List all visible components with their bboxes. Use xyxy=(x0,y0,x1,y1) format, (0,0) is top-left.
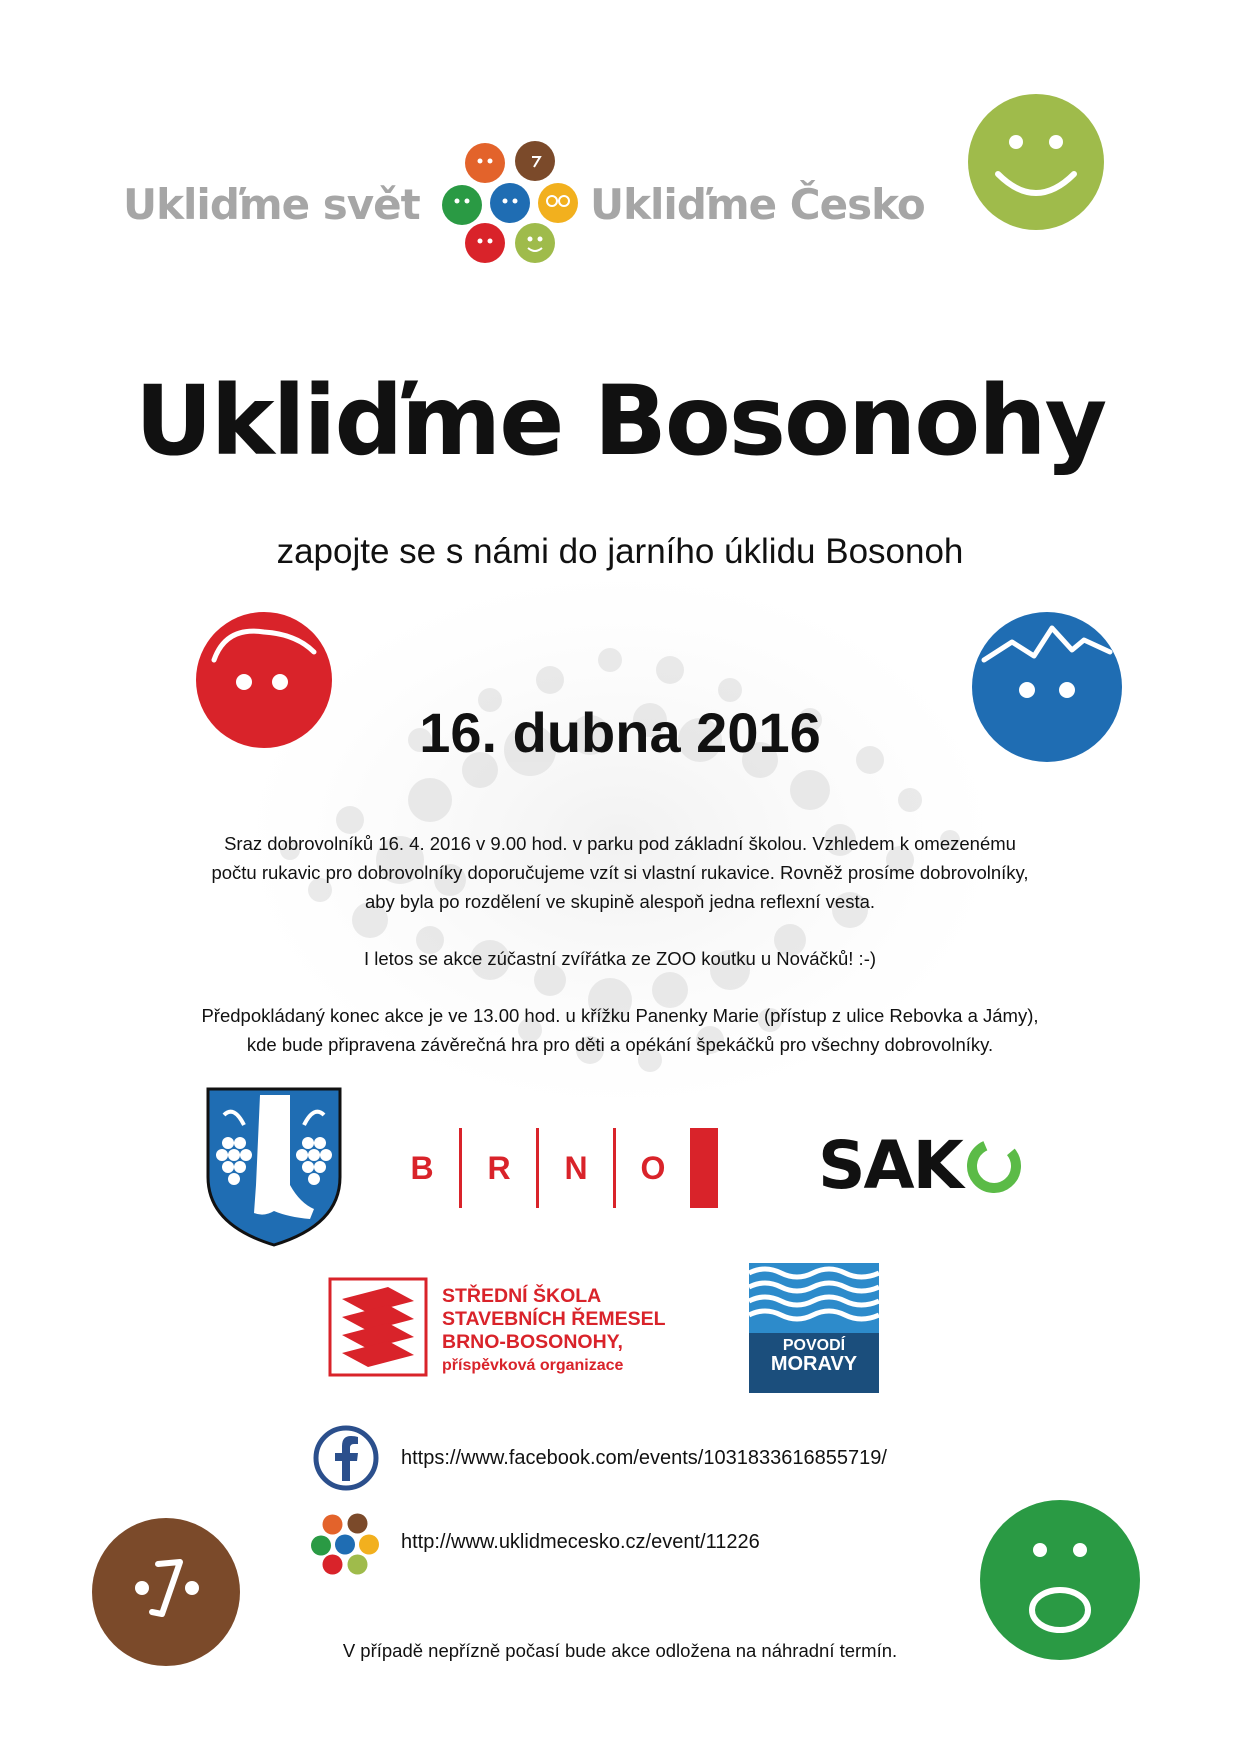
brno-logo xyxy=(385,1128,718,1208)
uklidme-cesko-logo-icon xyxy=(440,135,580,265)
povodi-moravy-logo xyxy=(749,1263,879,1393)
uklidme-small-logo-icon xyxy=(310,1510,380,1576)
uklidme-event-link[interactable]: http://www.uklidmecesko.cz/event/11226 xyxy=(401,1531,760,1553)
povodi-line-1: POVODÍ xyxy=(782,1337,846,1354)
waves-icon xyxy=(749,1263,879,1333)
brno-letter-b: B xyxy=(410,1149,434,1186)
school-line-1: STŘEDNÍ ŠKOLA xyxy=(442,1285,602,1307)
meeting-line-3: aby byla po rozdělení ve skupině alespoň jedna reflexní vesta. xyxy=(364,891,876,912)
brno-letter-r: R xyxy=(487,1149,511,1186)
zoo-line: I letos se akce zúčastní zvířátka ze ZOO koutku u Nováčků! :-) xyxy=(363,948,877,969)
end-line-1: Předpokládaný konec akce je ve 13.00 hod. u křížku Panenky Marie (přístup z ulice Rebovka a Jámy), xyxy=(201,1005,1039,1026)
header-left-text: Ukliďme svět xyxy=(123,180,420,229)
end-line-2: kde bude připravena závěrečná hra pro děti a opékání špekáčků pro všechny dobrovolníky. xyxy=(246,1034,994,1055)
school-line-4: příspěvková organizace xyxy=(442,1357,624,1374)
green-smiley-icon xyxy=(968,94,1104,230)
sako-ring-icon xyxy=(964,1136,1024,1196)
sako-logo xyxy=(818,1127,1024,1204)
school-line-2: STAVEBNÍCH ŘEMESEL xyxy=(442,1308,666,1330)
weather-notice: V případě nepřízně počasí bude akce odložena na náhradní termín. xyxy=(342,1640,898,1661)
bosonohy-coat-of-arms-icon xyxy=(204,1085,344,1249)
school-logo xyxy=(328,1277,666,1377)
meeting-paragraph xyxy=(140,829,1100,916)
header-right-text: Ukliďme Česko xyxy=(590,180,925,229)
end-paragraph xyxy=(140,1001,1100,1059)
brno-letter-o: O xyxy=(640,1149,666,1186)
page-title: Ukliďme Bosonohy xyxy=(134,365,1106,477)
school-emblem-icon xyxy=(328,1277,428,1377)
green-surprised-face-icon xyxy=(980,1500,1140,1660)
school-name xyxy=(442,1285,666,1377)
event-date: 16. dubna 2016 xyxy=(419,701,821,764)
facebook-icon[interactable] xyxy=(313,1425,379,1491)
povodi-line-2: MORAVY xyxy=(770,1353,858,1375)
brno-letter-n: N xyxy=(564,1149,588,1186)
zoo-paragraph xyxy=(140,944,1100,973)
meeting-line-2: počtu rukavic pro dobrovolníky doporučujeme vzít si vlastní rukavice. Rovněž prosíme dobrovolníky, xyxy=(211,862,1029,883)
meeting-line-1: Sraz dobrovolníků 16. 4. 2016 v 9.00 hod. v parku pod základní školou. Vzhledem k omezenému xyxy=(224,833,1016,854)
facebook-event-link[interactable]: https://www.facebook.com/events/1031833616855719/ xyxy=(401,1447,887,1469)
subtitle: zapojte se s námi do jarního úklidu Bosonoh xyxy=(276,532,964,571)
brno-divider xyxy=(690,1128,718,1208)
sako-text: SAK xyxy=(818,1127,962,1204)
school-line-3: BRNO-BOSONOHY, xyxy=(442,1331,623,1353)
